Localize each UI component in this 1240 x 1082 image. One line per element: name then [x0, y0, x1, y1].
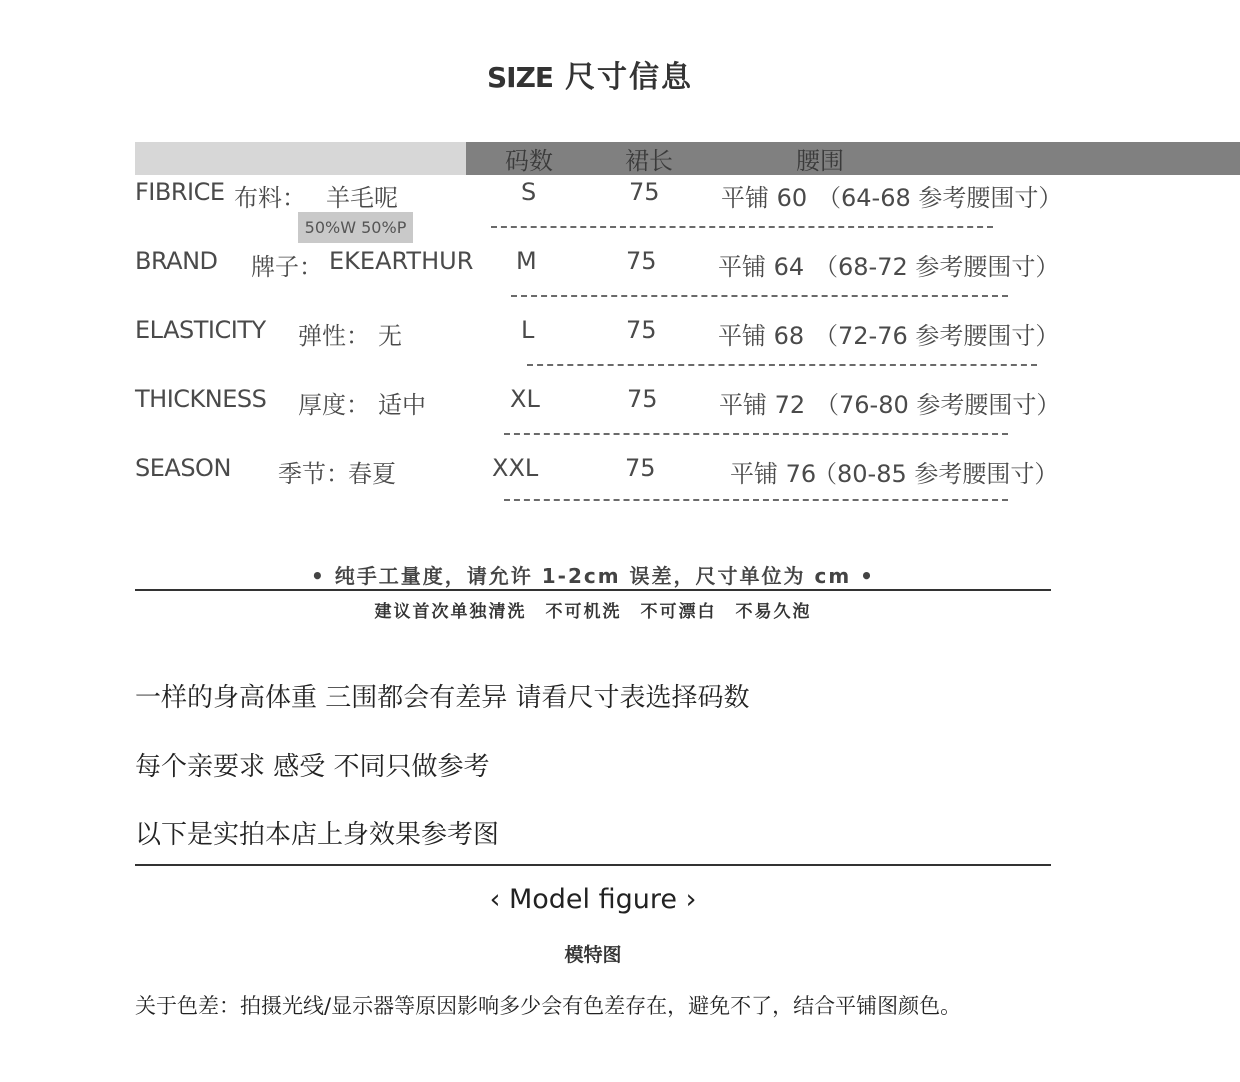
header-length: 裙长: [625, 147, 673, 175]
row-flat: 平铺 68: [718, 322, 805, 350]
attr-thickness-cn: 厚度：: [298, 391, 370, 419]
attr-thickness-value: 适中: [378, 391, 426, 419]
wash-note: 建议首次单独清洗 不可机洗 不可漂白 不易久泡: [374, 602, 812, 622]
attr-brand-value: EKEARTHUR: [329, 247, 474, 275]
row-flat: 平铺 64: [718, 253, 805, 281]
attr-fabric-cn: 布料：: [234, 184, 306, 212]
header-bar-right: [466, 142, 1240, 175]
row-ref: （76-80 参考腰围寸）: [815, 391, 1061, 419]
row-flat: 平铺 76: [730, 460, 817, 488]
attr-season-value: 春夏: [348, 460, 396, 488]
attr-elasticity-value: 无: [378, 322, 402, 350]
row-size: XXL: [492, 454, 539, 482]
info-paragraph: 每个亲要求 感受 不同只做参考: [135, 752, 490, 782]
row-length: 75: [626, 316, 657, 344]
row-length: 75: [629, 178, 660, 206]
row-size: XL: [510, 385, 540, 413]
row-length: 75: [626, 247, 657, 275]
row-size: M: [516, 247, 537, 275]
divider-line: [135, 589, 1051, 591]
row-divider: [511, 295, 1008, 297]
attr-season-en: SEASON: [135, 454, 231, 482]
row-length: 75: [625, 454, 656, 482]
row-divider: [504, 499, 1008, 501]
attr-brand-cn: 牌子：: [251, 253, 323, 281]
info-paragraph: 以下是实拍本店上身效果参考图: [135, 820, 500, 850]
row-flat: 平铺 60: [721, 184, 808, 212]
row-size: L: [521, 316, 535, 344]
row-divider: [491, 226, 993, 228]
title-en: SIZE: [486, 61, 553, 94]
row-size: S: [521, 178, 537, 206]
row-divider: [504, 433, 1008, 435]
header-size: 码数: [505, 147, 553, 175]
row-ref: （80-85 参考腰围寸）: [813, 460, 1059, 488]
row-divider: [527, 364, 1037, 366]
row-length: 75: [627, 385, 658, 413]
model-figure-cn: 模特图: [564, 944, 622, 966]
measurement-note: • 纯手工量度，请允许 1-2cm 误差，尺寸单位为 cm •: [311, 564, 875, 588]
attr-elasticity-cn: 弹性：: [298, 322, 370, 350]
attr-fabric-en: FIBRICE: [135, 178, 225, 206]
info-paragraph: 一样的身高体重 三围都会有差异 请看尺寸表选择码数: [135, 683, 750, 713]
model-figure-heading: ‹ Model figure ›: [489, 884, 697, 915]
fabric-composition-badge: 50%W 50%P: [298, 212, 413, 243]
row-ref: （64-68 参考腰围寸）: [817, 184, 1063, 212]
page-title: [0, 52, 1180, 96]
divider-line: [135, 864, 1051, 866]
header-waist: 腰围: [796, 147, 844, 175]
title-cn: 尺寸信息: [565, 60, 693, 95]
attr-elasticity-en: ELASTICITY: [135, 316, 266, 344]
color-difference-note: 关于色差：拍摄光线/显示器等原因影响多少会有色差存在，避免不了，结合平铺图颜色。: [135, 994, 962, 1018]
attr-brand-en: BRAND: [135, 247, 218, 275]
header-bar-left: [135, 142, 466, 175]
attr-thickness-en: THICKNESS: [135, 385, 267, 413]
attr-season-cn: 季节：: [278, 460, 350, 488]
row-flat: 平铺 72: [719, 391, 806, 419]
row-ref: （72-76 参考腰围寸）: [814, 322, 1060, 350]
attr-fabric-value: 羊毛呢: [326, 184, 398, 212]
row-ref: （68-72 参考腰围寸）: [814, 253, 1060, 281]
